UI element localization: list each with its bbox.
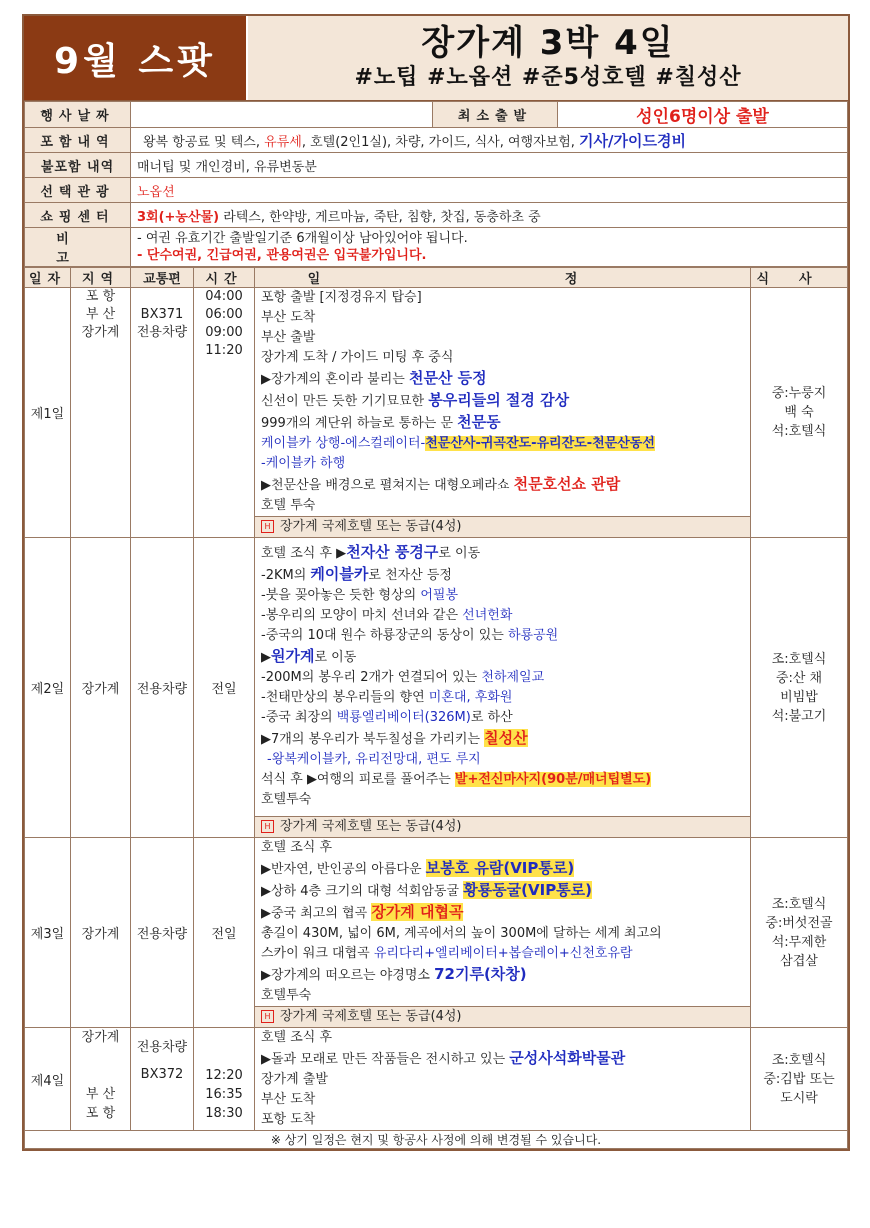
day4-regions: 장가계 부 산 포 항	[71, 1028, 131, 1131]
exclude-value: 매너팁 및 개인경비, 유류변동분	[131, 153, 848, 178]
day2-time: 전일	[194, 538, 255, 838]
option-value: 노옵션	[131, 178, 848, 203]
day2-label: 제2일	[25, 538, 71, 838]
remark-line-1: - 여권 유효기간 출발일기준 6개월이상 남아있어야 됩니다.	[137, 231, 468, 246]
schedule-table	[24, 267, 848, 1149]
remark-label: 비 고	[25, 228, 131, 267]
remark-line-2: - 단수여권, 긴급여권, 관용여권은 입국불가입니다.	[137, 248, 427, 263]
day1-schedule: 포항 출발 [지정경유지 탑승] 부산 도착 부산 출발 장가계 도착 / 가이드 미팅 후 중식 ▶장가계의 혼이라 불리는 천문산 등정 신선이 만든 듯한 기기묘묘한 봉우리들의 절경 감상 999개의 계단위 하늘로 통하는 문 천문동 케이블카 상행-에스컬레이터-천문산사-귀곡잔도-유리잔도-천문산동선 -케이블카 하행 ▶천문산을 배경으로 펼쳐지는 대형오페라쇼 천문호선쇼 관람 호텔 투숙 H 장가계 국제호텔 또는 동급(4성)	[255, 288, 751, 538]
day1-hotel: H 장가계 국제호텔 또는 동급(4성)	[255, 516, 750, 537]
col-schedule: 일 정	[255, 268, 751, 288]
footer-note: ※ 상기 일정은 현지 및 항공사 사정에 의해 변경될 수 있습니다.	[25, 1131, 848, 1149]
day3-transport: 전용차량	[131, 838, 194, 1028]
date-label: 행사날짜	[25, 102, 131, 128]
hotel-icon: H	[261, 820, 274, 833]
include-value: 왕복 항공료 및 텍스, 유류세, 호텔(2인1실), 차량, 가이드, 식사, 여행자보험, 기사/가이드경비	[131, 128, 848, 153]
hotel-icon: H	[261, 520, 274, 533]
header	[24, 16, 848, 101]
min-departure-label: 최소출발	[433, 102, 558, 128]
day1-times: 04:00 06:00 09:00 11:20	[194, 288, 255, 538]
day4-label: 제4일	[25, 1028, 71, 1131]
day1-meals: 중:누룽지 백 숙 석:호텔식	[751, 288, 848, 538]
day3-hotel: H 장가계 국제호텔 또는 동급(4성)	[255, 1006, 750, 1027]
col-region: 지역	[71, 268, 131, 288]
option-label: 선택관광	[25, 178, 131, 203]
include-label: 포함내역	[25, 128, 131, 153]
day4-meals: 조:호텔식 중:김밥 또는 도시락	[751, 1028, 848, 1131]
promo-badge: 9월 스팟	[24, 16, 248, 100]
day4-transport: 전용차량 BX372	[131, 1028, 194, 1131]
day1-regions: 포 항 부 산 장가계	[71, 288, 131, 538]
hashtags: #노팁 #노옵션 #준5성호텔 #칠성산	[354, 65, 742, 90]
day3-region: 장가계	[71, 838, 131, 1028]
exclude-label: 불포함 내역	[25, 153, 131, 178]
day4-row	[25, 1028, 848, 1131]
day2-meals: 조:호텔식 중:산 채 비빔밥 석:불고기	[751, 538, 848, 838]
col-transport: 교통편	[131, 268, 194, 288]
date-value	[131, 102, 433, 128]
page-title: 장가계 3박 4일	[421, 23, 675, 63]
day4-schedule: 호텔 조식 후 ▶돌과 모래로 만든 작품들은 전시하고 있는 군성사석화박물관 장가계 출발 부산 도착 포항 도착	[255, 1028, 751, 1131]
col-time: 시간	[194, 268, 255, 288]
day2-hotel: H 장가계 국제호텔 또는 동급(4성)	[255, 816, 750, 837]
day3-label: 제3일	[25, 838, 71, 1028]
day1-label: 제1일	[25, 288, 71, 538]
min-departure-value: 성인6명이상 출발	[558, 102, 848, 128]
day1-row	[25, 288, 848, 538]
itinerary-sheet	[22, 14, 850, 1151]
day2-schedule: 호텔 조식 후 ▶천자산 풍경구로 이동 -2KM의 케이블카로 천자산 등정 -붓을 꽂아놓은 듯한 형상의 어필봉 -봉우리의 모양이 마치 선녀와 같은 선녀헌화 -중국의 10대 원수 하룡장군의 동상이 있는 하룡공원 ▶원가계로 이동 -200M의 봉우리 2개가 연결되어 있는 천하제일교 -천태만상의 봉우리들의 향연 미혼대, 후화원 -중국 최장의 백룡엘리베이터(326M)로 하산 ▶7개의 봉우리가 북두칠성을 가리키는 칠성산 -왕복케이블카, 유리전망대, 편도 루지 석식 후 ▶여행의 피로를 풀어주는 발+전신마사지(90분/매너팁별도) 호텔투숙 H 장가계 국제호텔 또는 동급(4성)	[255, 538, 751, 838]
day3-row	[25, 838, 848, 1028]
hotel-icon: H	[261, 1010, 274, 1023]
day2-transport: 전용차량	[131, 538, 194, 838]
shopping-value: 3회(+농산물) 라텍스, 한약방, 게르마늄, 죽탄, 침향, 찻집, 동충하초 중	[131, 203, 848, 228]
day2-row	[25, 538, 848, 838]
header-title-area	[248, 16, 848, 100]
day3-time: 전일	[194, 838, 255, 1028]
info-table	[24, 101, 848, 267]
remark-value	[131, 228, 848, 267]
day3-schedule: 호텔 조식 후 ▶반자연, 반인공의 아름다운 보봉호 유람(VIP통로) ▶상하 4층 크기의 대형 석회암동굴 황룡동굴(VIP통로) ▶중국 최고의 협곡 장가계 대협곡 총길이 430M, 넓이 6M, 계곡에서의 높이 300M에 달하는 세계 최고의 스카이 워크 대협곡 유리다리+엘리베이터+봅슬레이+신천호유람 ▶장가계의 떠오르는 야경명소 72기루(차창) 호텔투숙 H 장가계 국제호텔 또는 동급(4성)	[255, 838, 751, 1028]
day2-region: 장가계	[71, 538, 131, 838]
day1-transport: BX371 전용차량	[131, 288, 194, 538]
day4-times: 12:20 16:35 18:30	[194, 1028, 255, 1131]
shopping-label: 쇼핑센터	[25, 203, 131, 228]
day3-meals: 조:호텔식 중:버섯전골 석:무제한 삼겹살	[751, 838, 848, 1028]
col-day: 일자	[25, 268, 71, 288]
col-meal: 식사	[751, 268, 848, 288]
